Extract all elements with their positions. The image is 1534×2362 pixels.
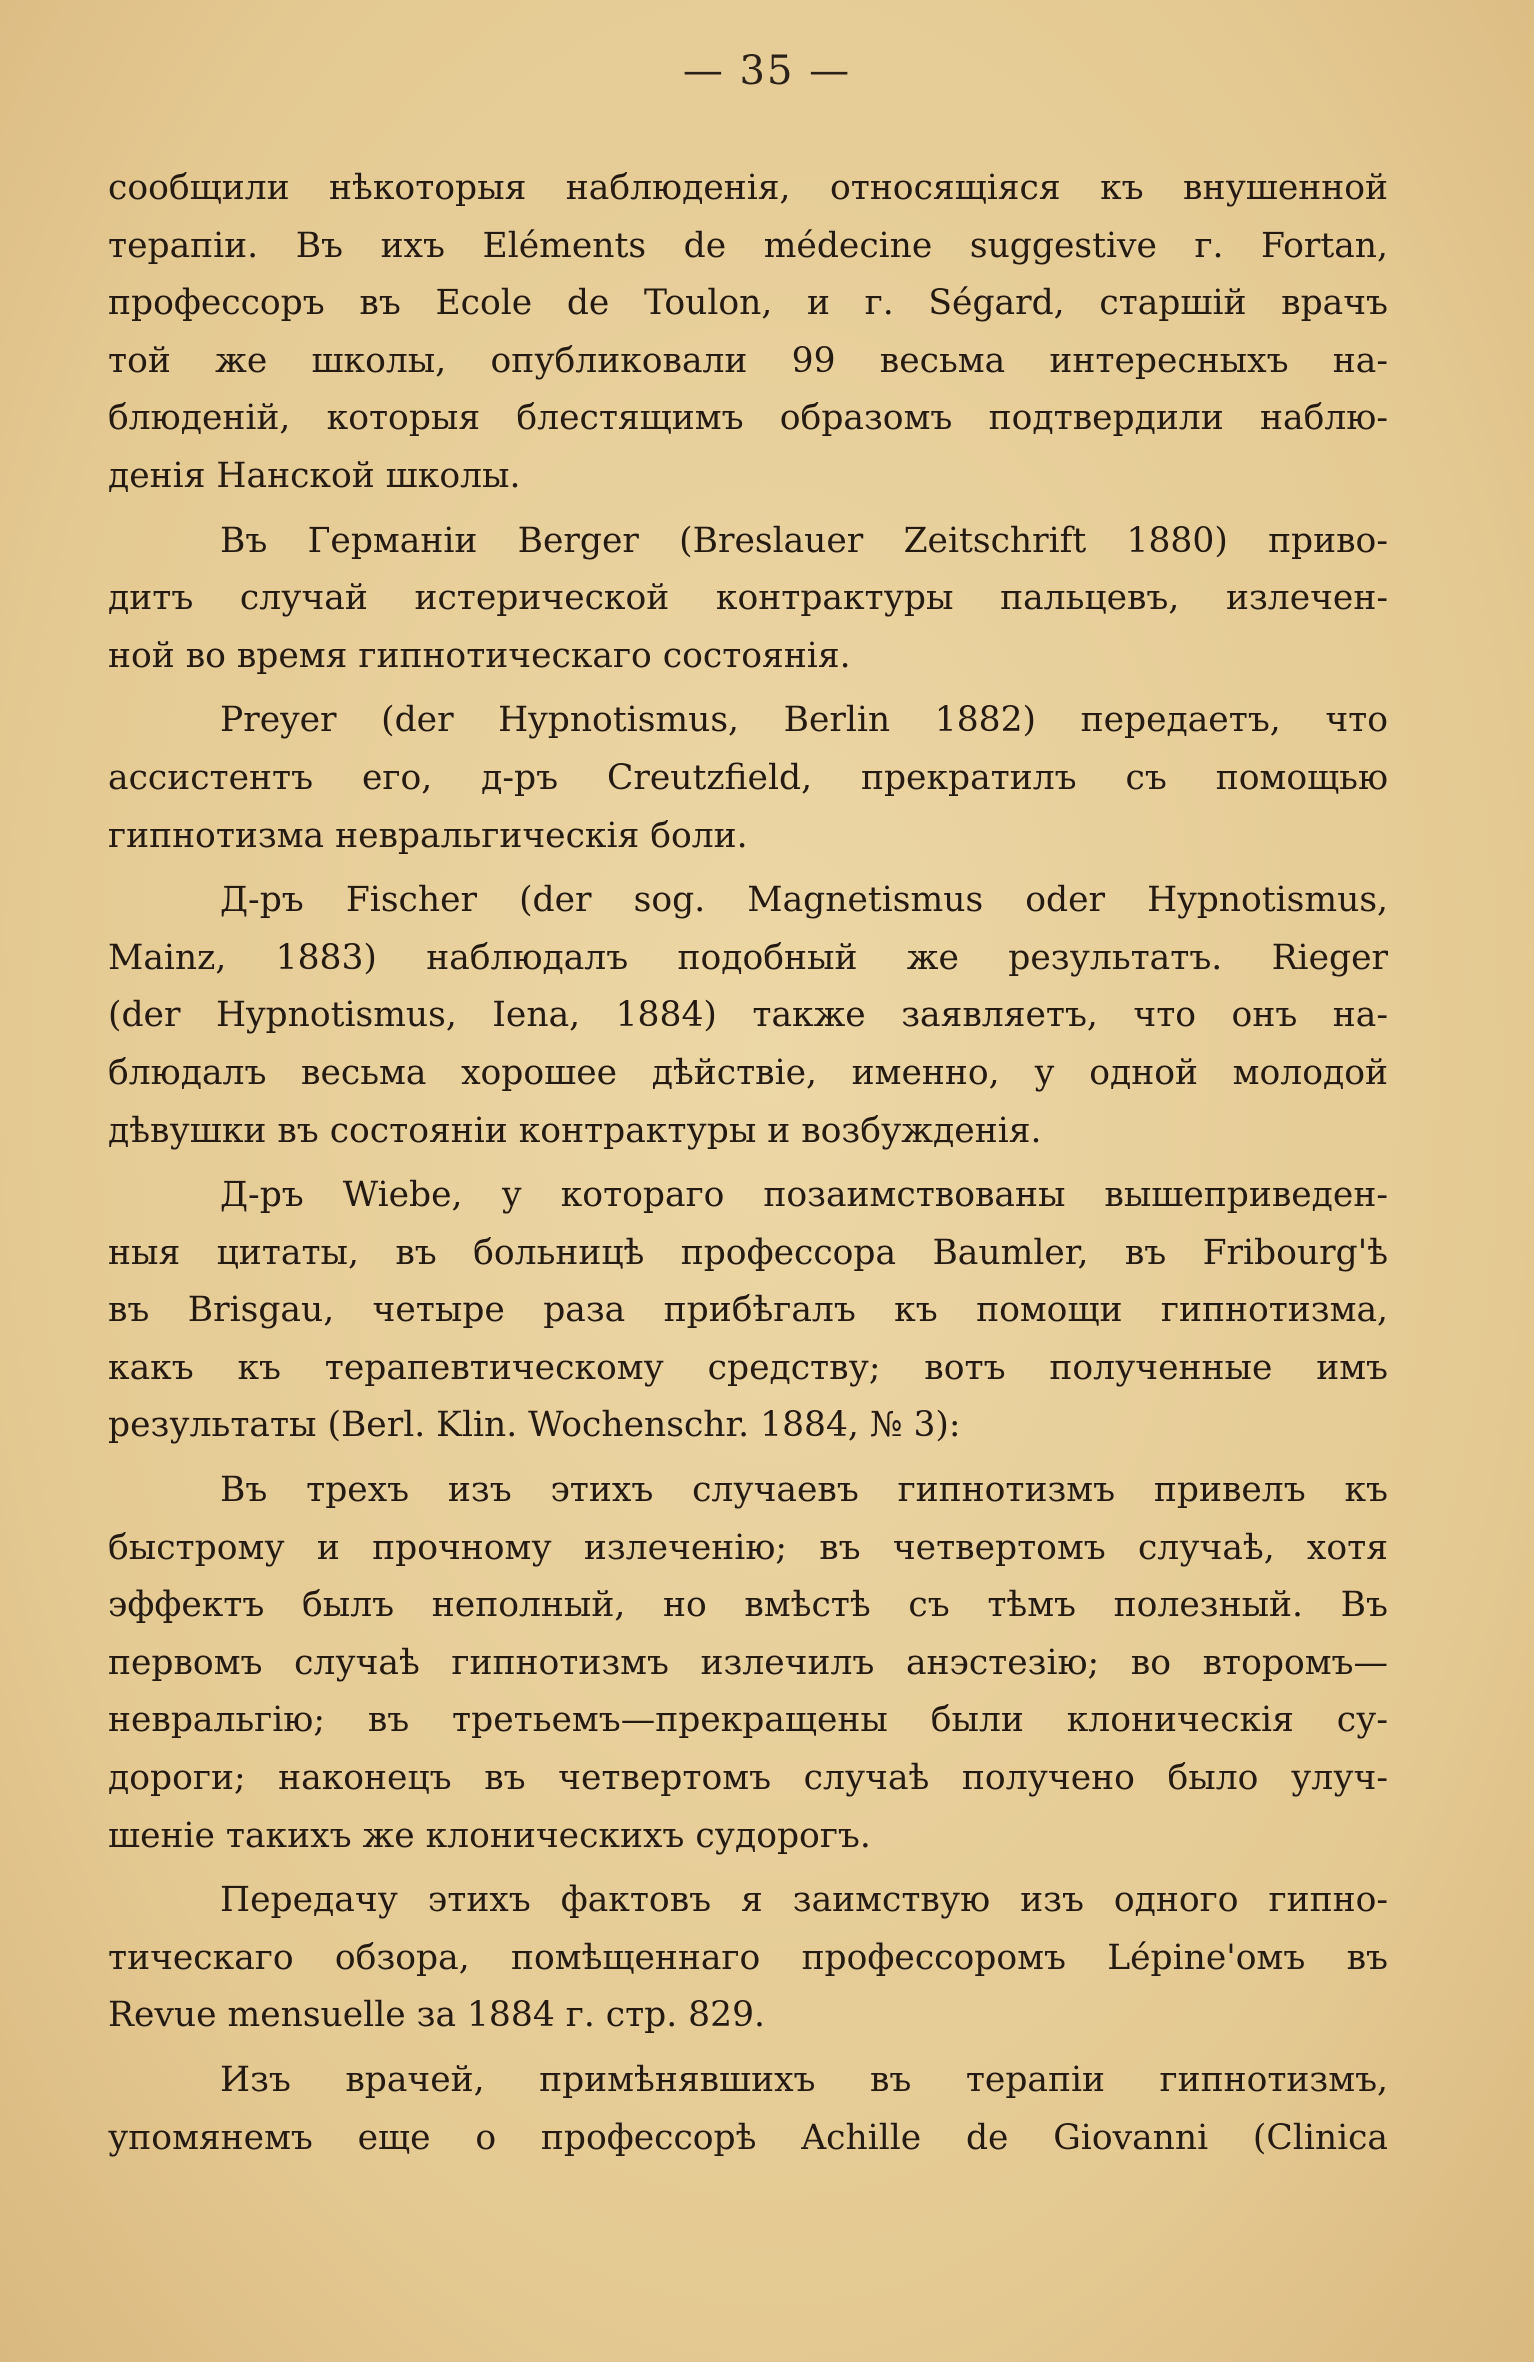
text-line: Preyer (der Hypnotismus, Berlin 1882) передаетъ, что	[220, 700, 1388, 741]
text-line: дѣвушки въ состояніи контрактуры и возбужденія.	[108, 1110, 1042, 1151]
text-line: упомянемъ еще о профессорѣ Achille de Giovanni (Clinica	[108, 2117, 1388, 2158]
text-line: тическаго обзора, помѣщеннаго профессоромъ Lépine'омъ въ	[108, 1937, 1388, 1978]
paragraph	[108, 1462, 1388, 1865]
text-line: дороги; наконецъ въ четвертомъ случаѣ получено было улуч-	[108, 1758, 1388, 1799]
paragraph	[108, 2052, 1388, 2167]
text-line: шеніе такихъ же клоническихъ судорогъ.	[108, 1815, 871, 1856]
text-line: результаты (Berl. Klin. Wochenschr. 1884, № 3):	[108, 1405, 961, 1446]
text-line: той же школы, опубликовали 99 весьма интересныхъ на-	[108, 340, 1388, 381]
text-line: дитъ случай истерической контрактуры пальцевъ, излечен-	[108, 578, 1388, 619]
text-line: въ Brisgau, четыре раза прибѣгалъ къ помощи гипнотизма,	[108, 1290, 1388, 1331]
text-line: первомъ случаѣ гипнотизмъ излечилъ анэстезію; во второмъ—	[108, 1642, 1388, 1683]
text-line: денія Нанской школы.	[108, 455, 521, 496]
paragraph	[108, 1167, 1388, 1455]
text-line: Передачу этихъ фактовъ я заимствую изъ одного гипно-	[220, 1880, 1388, 1921]
text-line: сообщили нѣкоторыя наблюденія, относящіяся къ внушенной	[108, 168, 1388, 208]
text-line: быстрому и прочному излеченію; въ четвертомъ случаѣ, хотя	[108, 1527, 1388, 1568]
text-line: гипнотизма невральгическія боли.	[108, 815, 748, 856]
text-line: ассистентъ его, д-ръ Creutzfield, прекратилъ съ помощью	[108, 757, 1388, 798]
text-line: Д-ръ Wiebe, у котораго позаимствованы вышеприведен-	[220, 1175, 1388, 1216]
text-line: Въ Германіи Berger (Breslauer Zeitschrift 1880) приво-	[220, 520, 1388, 561]
text-line: терапіи. Въ ихъ Eléments de médecine suggestive г. Fortan,	[108, 225, 1388, 266]
text-line: ныя цитаты, въ больницѣ профессора Baumler, въ Fribourg'ѣ	[108, 1232, 1388, 1273]
body-text	[108, 160, 1388, 2167]
text-line: (der Hypnotismus, Iena, 1884) также заявляетъ, что онъ на-	[108, 995, 1388, 1036]
text-line: Д-ръ Fischer (der sog. Magnetismus oder Hypnotismus,	[220, 880, 1388, 921]
text-line: блюдалъ весьма хорошее дѣйствіе, именно, у одной молодой	[108, 1052, 1388, 1093]
text-line: блюденій, которыя блестящимъ образомъ подтвердили наблю-	[108, 398, 1388, 439]
paragraph	[108, 692, 1388, 865]
paragraph	[108, 1872, 1388, 2045]
paragraph	[108, 160, 1388, 506]
page-number: — 35 —	[682, 48, 852, 94]
text-line: Mainz, 1883) наблюдалъ подобный же результатъ. Rieger	[108, 937, 1388, 978]
text-line: профессоръ въ Ecole de Toulon, и г. Ségard, старшій врачъ	[108, 283, 1388, 324]
paragraph	[108, 872, 1388, 1160]
paragraph	[108, 513, 1388, 686]
text-line: Revue mensuelle за 1884 г. стр. 829.	[108, 1995, 765, 2036]
text-line: какъ къ терапевтическому средству; вотъ полученные имъ	[108, 1347, 1388, 1388]
text-line: Изъ врачей, примѣнявшихъ въ терапіи гипнотизмъ,	[220, 2060, 1388, 2100]
text-line: эффектъ былъ неполный, но вмѣстѣ съ тѣмъ полезный. Въ	[108, 1585, 1388, 1626]
text-line: невральгію; въ третьемъ—прекращены были клоническія су-	[108, 1700, 1388, 1741]
text-line: Въ трехъ изъ этихъ случаевъ гипнотизмъ привелъ къ	[220, 1470, 1388, 1511]
text-line: ной во время гипнотическаго состоянія.	[108, 635, 851, 676]
